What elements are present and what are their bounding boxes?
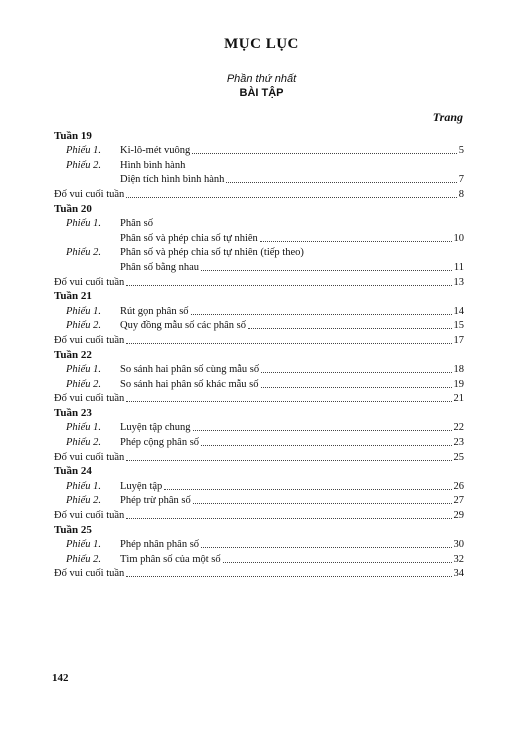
entry-title: Đố vui cuối tuần bbox=[54, 510, 125, 522]
dot-leader bbox=[193, 503, 452, 504]
worksheet-label: Phiếu 1. bbox=[66, 305, 101, 317]
page-column-header: Trang bbox=[432, 110, 463, 124]
entry-title: Phép nhân phân số bbox=[120, 539, 200, 551]
entry-page-number: 27 bbox=[453, 495, 464, 507]
dot-leader bbox=[261, 387, 452, 388]
page-number: 142 bbox=[52, 672, 69, 684]
entry-page-number: 30 bbox=[453, 539, 464, 551]
toc-entry bbox=[54, 303, 464, 318]
dot-leader bbox=[223, 562, 452, 563]
entry-title: Phép trừ phân số bbox=[120, 495, 191, 507]
dot-leader bbox=[126, 285, 451, 286]
entry-title: Đố vui cuối tuần bbox=[54, 568, 125, 580]
week-title: Tuần 22 bbox=[54, 348, 92, 361]
dot-leader bbox=[193, 430, 452, 431]
entry-page-number: 23 bbox=[453, 437, 464, 449]
toc-week-heading bbox=[54, 522, 464, 537]
entry-page-number: 8 bbox=[458, 188, 464, 200]
toc-entry bbox=[54, 434, 464, 449]
entry-page-number: 13 bbox=[453, 276, 464, 288]
section-title: BÀI TẬP bbox=[239, 87, 284, 99]
entry-page-number: 14 bbox=[453, 305, 464, 317]
entry-title: Đố vui cuối tuần bbox=[54, 188, 125, 200]
toc-entry bbox=[54, 245, 464, 260]
toc-week-heading bbox=[54, 347, 464, 362]
toc-entry bbox=[54, 259, 464, 274]
dot-leader bbox=[201, 270, 452, 271]
worksheet-label: Phiếu 1. bbox=[66, 145, 101, 157]
toc-entry bbox=[54, 172, 464, 187]
week-title: Tuần 19 bbox=[54, 129, 92, 142]
part-title: Phần thứ nhất bbox=[226, 73, 297, 85]
dot-leader bbox=[126, 518, 451, 519]
toc-entry bbox=[54, 157, 464, 172]
toc-entry bbox=[54, 332, 464, 347]
entry-page-number: 19 bbox=[453, 378, 464, 390]
entry-page-number: 29 bbox=[453, 510, 464, 522]
dot-leader bbox=[126, 576, 451, 577]
entry-title: Luyện tập bbox=[120, 480, 163, 492]
dot-leader bbox=[126, 460, 451, 461]
entry-page-number: 11 bbox=[453, 261, 464, 273]
entry-title: So sánh hai phân số khác mẫu số bbox=[120, 378, 259, 390]
entry-title: Ki-lô-mét vuông bbox=[120, 145, 191, 157]
worksheet-label: Phiếu 2. bbox=[66, 247, 101, 259]
week-title: Tuần 23 bbox=[54, 406, 92, 419]
dot-leader bbox=[126, 401, 451, 402]
toc-week-heading bbox=[54, 405, 464, 420]
toc-week-heading bbox=[54, 289, 464, 304]
entry-page-number: 21 bbox=[453, 393, 464, 405]
toc-entry bbox=[54, 230, 464, 245]
worksheet-label: Phiếu 1. bbox=[66, 218, 101, 230]
toc-entry bbox=[54, 449, 464, 464]
entry-page-number: 32 bbox=[453, 553, 464, 565]
entry-page-number: 25 bbox=[453, 451, 464, 463]
entry-title: Phân số bbox=[120, 218, 153, 230]
week-title: Tuần 20 bbox=[54, 202, 92, 215]
page-title: MỤC LỤC bbox=[224, 36, 299, 52]
toc-entry bbox=[54, 376, 464, 391]
entry-title: Phân số và phép chia số tự nhiên bbox=[120, 232, 258, 244]
toc-entry bbox=[54, 274, 464, 289]
dot-leader bbox=[226, 182, 456, 183]
dot-leader bbox=[248, 328, 452, 329]
toc-entry bbox=[54, 143, 464, 158]
worksheet-label: Phiếu 2. bbox=[66, 437, 101, 449]
entry-title: Diện tích hình bình hành bbox=[120, 174, 225, 186]
worksheet-label: Phiếu 2. bbox=[66, 320, 101, 332]
toc-entry bbox=[54, 566, 464, 581]
toc-entry bbox=[54, 478, 464, 493]
dot-leader bbox=[192, 153, 456, 154]
worksheet-label: Phiếu 1. bbox=[66, 364, 101, 376]
toc-entry bbox=[54, 507, 464, 522]
entry-page-number: 18 bbox=[453, 364, 464, 376]
toc-entry bbox=[54, 216, 464, 231]
worksheet-label: Phiếu 2. bbox=[66, 378, 101, 390]
entry-title: Đố vui cuối tuần bbox=[54, 276, 125, 288]
dot-leader bbox=[126, 197, 456, 198]
entry-title: Phân số bằng nhau bbox=[120, 261, 200, 273]
entry-title: Hình bình hành bbox=[120, 159, 186, 171]
entry-title: Phép cộng phân số bbox=[120, 437, 200, 449]
week-title: Tuần 21 bbox=[54, 290, 92, 303]
dot-leader bbox=[164, 489, 451, 490]
entry-title: Tìm phân số của một số bbox=[120, 553, 221, 565]
entry-title: So sánh hai phân số cùng mẫu số bbox=[120, 364, 260, 376]
entry-page-number: 7 bbox=[458, 174, 464, 186]
entry-page-number: 15 bbox=[453, 320, 464, 332]
entry-page-number: 26 bbox=[453, 480, 464, 492]
dot-leader bbox=[201, 547, 451, 548]
dot-leader bbox=[126, 343, 451, 344]
toc-week-heading bbox=[54, 128, 464, 143]
week-title: Tuần 25 bbox=[54, 523, 92, 536]
entry-title: Rút gọn phân số bbox=[120, 305, 189, 317]
worksheet-label: Phiếu 1. bbox=[66, 480, 101, 492]
entry-title: Luyện tập chung bbox=[120, 422, 191, 434]
toc-entry bbox=[54, 493, 464, 508]
toc-entry bbox=[54, 391, 464, 406]
entry-page-number: 5 bbox=[458, 145, 464, 157]
dot-leader bbox=[191, 314, 452, 315]
entry-title: Quy đồng mẫu số các phân số bbox=[120, 320, 246, 332]
entry-page-number: 22 bbox=[453, 422, 464, 434]
worksheet-label: Phiếu 2. bbox=[66, 495, 101, 507]
toc-week-heading bbox=[54, 201, 464, 216]
dot-leader bbox=[261, 372, 451, 373]
dot-leader bbox=[260, 241, 452, 242]
toc-entry bbox=[54, 186, 464, 201]
toc-entry bbox=[54, 318, 464, 333]
dot-leader bbox=[201, 445, 451, 446]
entry-page-number: 34 bbox=[453, 568, 464, 580]
entry-title: Phân số và phép chia số tự nhiên (tiếp theo) bbox=[120, 247, 304, 259]
worksheet-label: Phiếu 2. bbox=[66, 553, 101, 565]
entry-title: Đố vui cuối tuần bbox=[54, 451, 125, 463]
toc-entry bbox=[54, 420, 464, 435]
toc-entry bbox=[54, 551, 464, 566]
week-title: Tuần 24 bbox=[54, 465, 92, 478]
worksheet-label: Phiếu 2. bbox=[66, 159, 101, 171]
entry-title: Đố vui cuối tuần bbox=[54, 334, 125, 346]
entry-page-number: 17 bbox=[453, 334, 464, 346]
entry-page-number: 10 bbox=[453, 232, 464, 244]
entry-title: Đố vui cuối tuần bbox=[54, 393, 125, 405]
worksheet-label: Phiếu 1. bbox=[66, 539, 101, 551]
table-of-contents bbox=[54, 128, 464, 580]
worksheet-label: Phiếu 1. bbox=[66, 422, 101, 434]
toc-week-heading bbox=[54, 464, 464, 479]
toc-entry bbox=[54, 362, 464, 377]
toc-entry bbox=[54, 537, 464, 552]
